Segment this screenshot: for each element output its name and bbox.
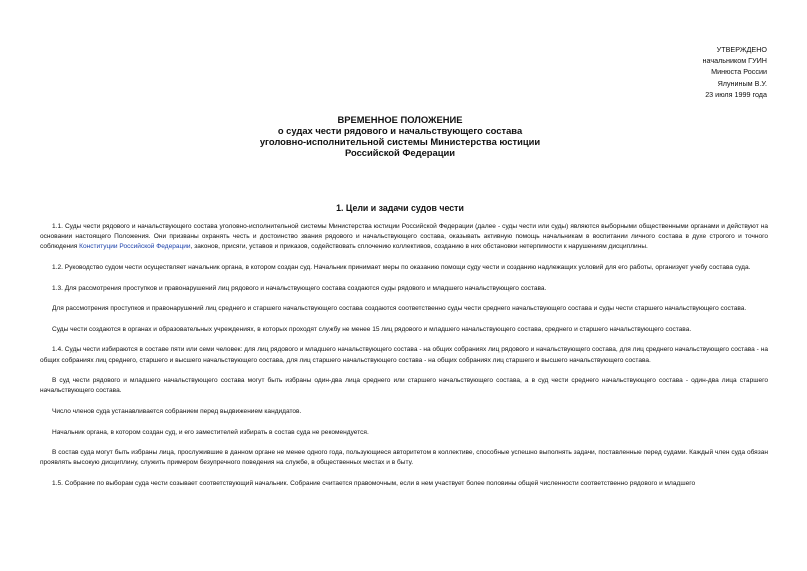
paragraph: 1.4. Суды чести избираются в составе пяти или семи человек: для лиц рядового и младшего начальствующего состава - на общих собраниях лиц рядового и начальствующего состава, для лиц среднего начальствующего состава - на общих собраниях лиц среднего, старшего и высшего начальствующего состава, для лиц старшего начальствующего состава - на общих собраниях лиц старшего и высшего начальствующего состава. (40, 346, 768, 364)
paragraph-text: , законов, присяги, уставов и приказов, содействовать сплочению коллективов, созданию в них обстановки нетерпимости к нарушениям дисциплины. (190, 243, 648, 251)
paragraph: 1.2. Руководство судом чести осуществляет начальник органа, в котором создан суд. Начальник принимает меры по оказанию помощи суду чести и созданию надлежащих условий для его работы, организует учебу состава суда. (52, 264, 751, 271)
paragraph: 1.3. Для рассмотрения проступков и правонарушений лиц рядового и начальствующего состава создаются суды рядового и младшего начальствующего состава. (52, 284, 547, 292)
paragraph (40, 222, 768, 253)
paragraph: Суды чести создаются в органах и образовательных учреждениях, в которых проходят службу не менее 15 лиц рядового и младшего начальствующего состава, среднего и старшего начальствующего состава. (52, 325, 692, 333)
approval-date: 23 июля 1999 года (705, 89, 767, 99)
paragraph: Число членов суда устанавливается собранием перед выдвижением кандидатов. (52, 407, 302, 415)
constitution-link[interactable]: Конституции Российской Федерации (79, 243, 191, 251)
title-line: уголовно-исполнительной системы Министерства юстиции (259, 136, 541, 147)
title-line: ВРЕМЕННОЕ ПОЛОЖЕНИЕ (337, 114, 463, 125)
paragraph: В состав суда могут быть избраны лица, прослужившие в данном органе не менее одного года, пользующиеся авторитетом в коллективе, способные успешно выполнять задачи, поставленные перед судами. Каждый член суда обязан проявлять высокую дисциплину, служить примером безупречного поведения на службе, в общественных местах и в быту. (40, 449, 768, 467)
paragraph-text: 1.1. Суды чести рядового и начальствующего состава уголовно-исполнительной системы Министерства юстиции Российской Федерации (далее - суды чести или суды) являются выборными общественными органами и действуют на основании настоящего Положения. Они призваны охранять честь и достоинство звания рядового и начальствующего состава, оказывать активную помощь начальникам в воспитании личного состава в духе строгого и точного соблюдения (40, 223, 768, 251)
approval-line: начальником ГУИН (702, 56, 767, 66)
paragraph: 1.5. Собрание по выборам суда чести созывает соответствующий начальник. Собрание считается правомочным, если в нем участвует более половины общей численности соответственно рядового и младшего (52, 479, 696, 487)
paragraph: В суд чести рядового и младшего начальствующего состава могут быть избраны один-два лица среднего или старшего начальствующего состава, а в суд чести среднего начальствующего состава - один-два лица старшего начальствующего состава. (40, 377, 768, 395)
approval-stamp (703, 44, 767, 100)
title-line: о судах чести рядового и начальствующего состава (277, 125, 523, 136)
approval-line: Ялуниным В.У. (717, 78, 767, 88)
paragraph: Для рассмотрения проступков и правонарушений лиц среднего и старшего начальствующего состава создаются соответственно суды чести среднего начальствующего состава и суды чести старшего начальствующего состава. (52, 305, 747, 313)
document-title (120, 114, 680, 158)
section-body (40, 222, 768, 500)
paragraph: Начальник органа, в котором создан суд, и его заместителей избирать в состав суда не рекомендуется. (52, 428, 369, 436)
title-line: Российской Федерации (344, 147, 456, 158)
approval-line: УТВЕРЖДЕНО (716, 45, 767, 54)
approval-line: Минюста России (711, 67, 767, 77)
section-heading: 1. Цели и задачи судов чести (336, 203, 464, 213)
